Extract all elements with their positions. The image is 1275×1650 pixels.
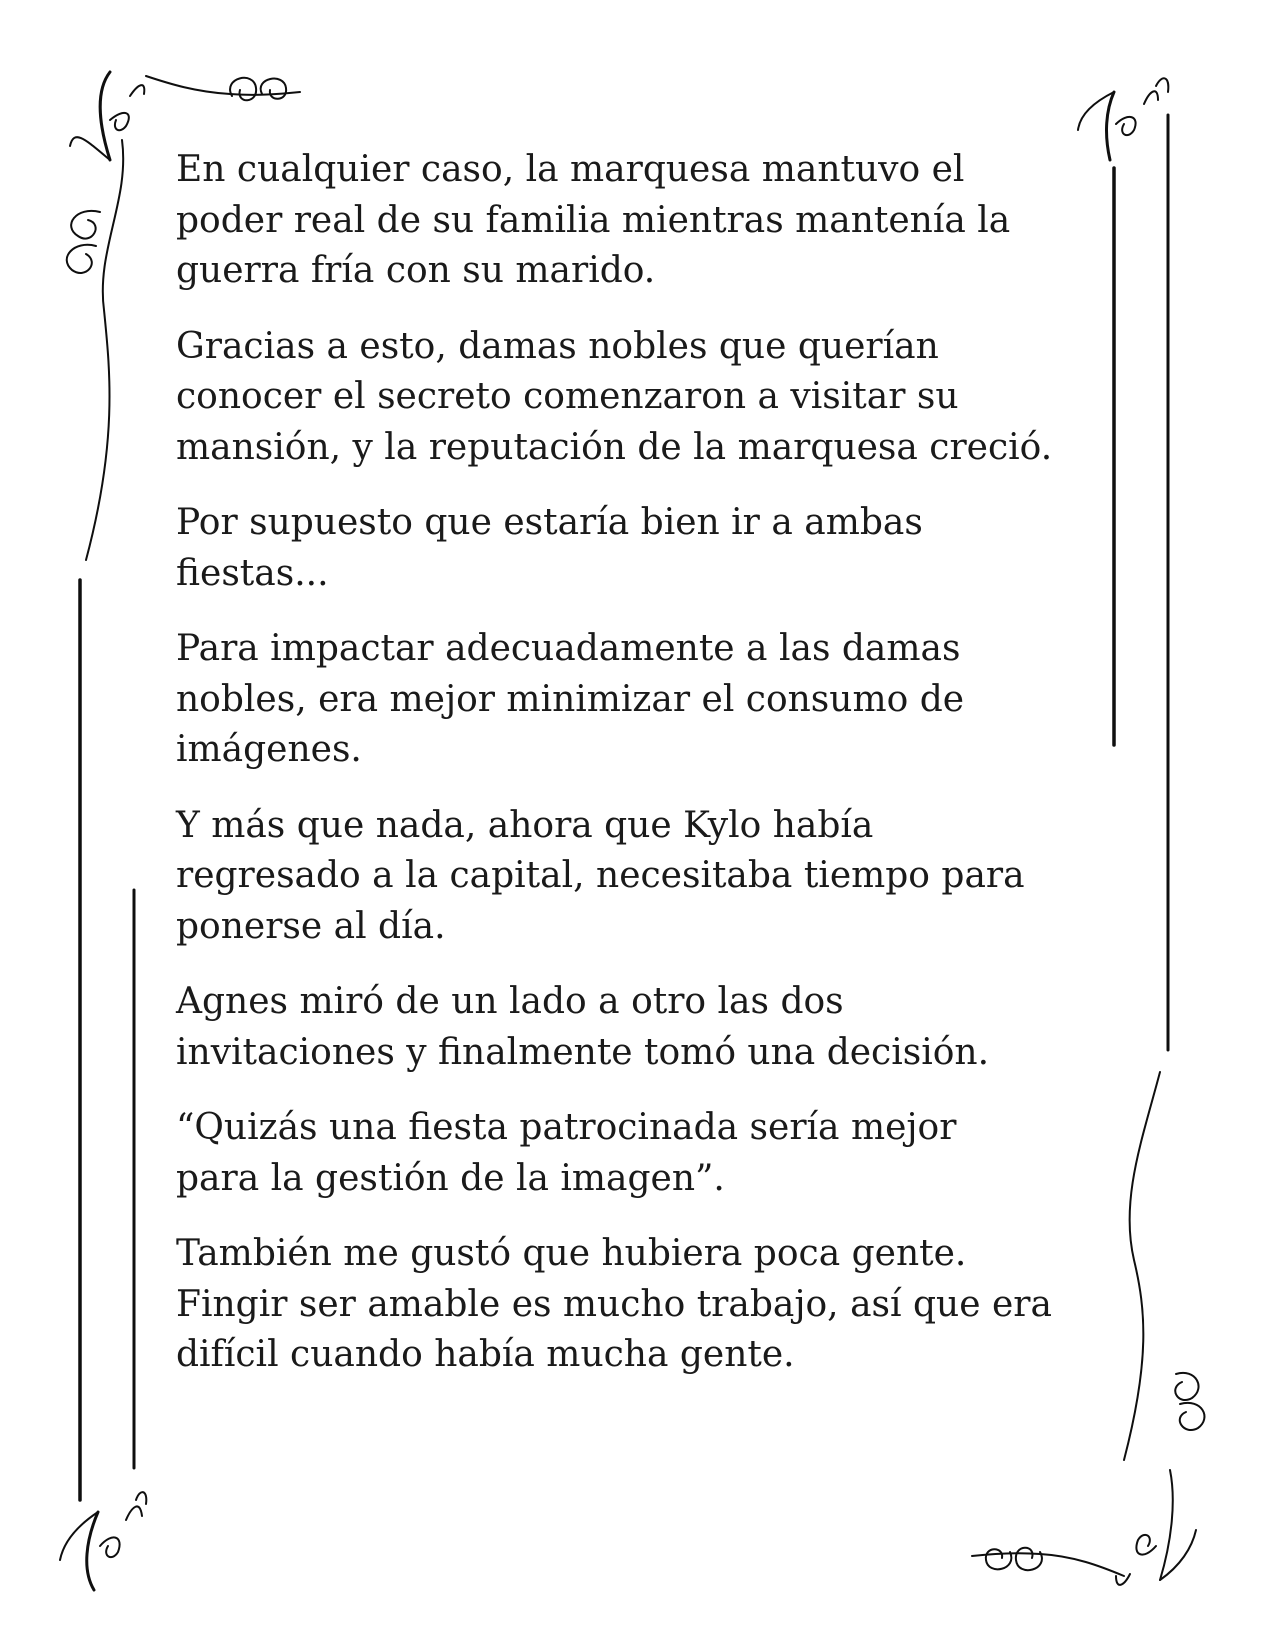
- paragraph-3: Por supuesto que estaría bien ir a ambas fiestas...: [176, 502, 923, 594]
- paragraph-2: Gracias a esto, damas nobles que querían conocer el secreto comenzaron a visitar su mansión, y la reputación de la marquesa creció.: [176, 325, 1053, 468]
- paragraph-8: También me gustó que hubiera poca gente. Fingir ser amable es mucho trabajo, así que era difícil cuando había mucha gente.: [176, 1233, 1052, 1375]
- paragraph-4: Para impactar adecuadamente a las damas nobles, era mejor minimizar el consumo de imágenes.: [176, 628, 965, 770]
- paragraph-5: Y más que nada, ahora que Kylo había regresado a la capital, necesitaba tiempo para ponerse al día.: [176, 804, 1025, 947]
- paragraph-1: En cualquier caso, la marquesa mantuvo el poder real de su familia mientras mantenía la guerra fría con su marido.: [176, 149, 1011, 291]
- paragraph-6: Agnes miró de un lado a otro las dos invitaciones y finalmente tomó una decisión.: [176, 981, 990, 1073]
- paragraph-7: “Quizás una fiesta patrocinada sería mejor para la gestión de la imagen”.: [176, 1107, 957, 1199]
- text-body: [176, 145, 1111, 1406]
- bottom-left-flourish-icon: [60, 1492, 146, 1590]
